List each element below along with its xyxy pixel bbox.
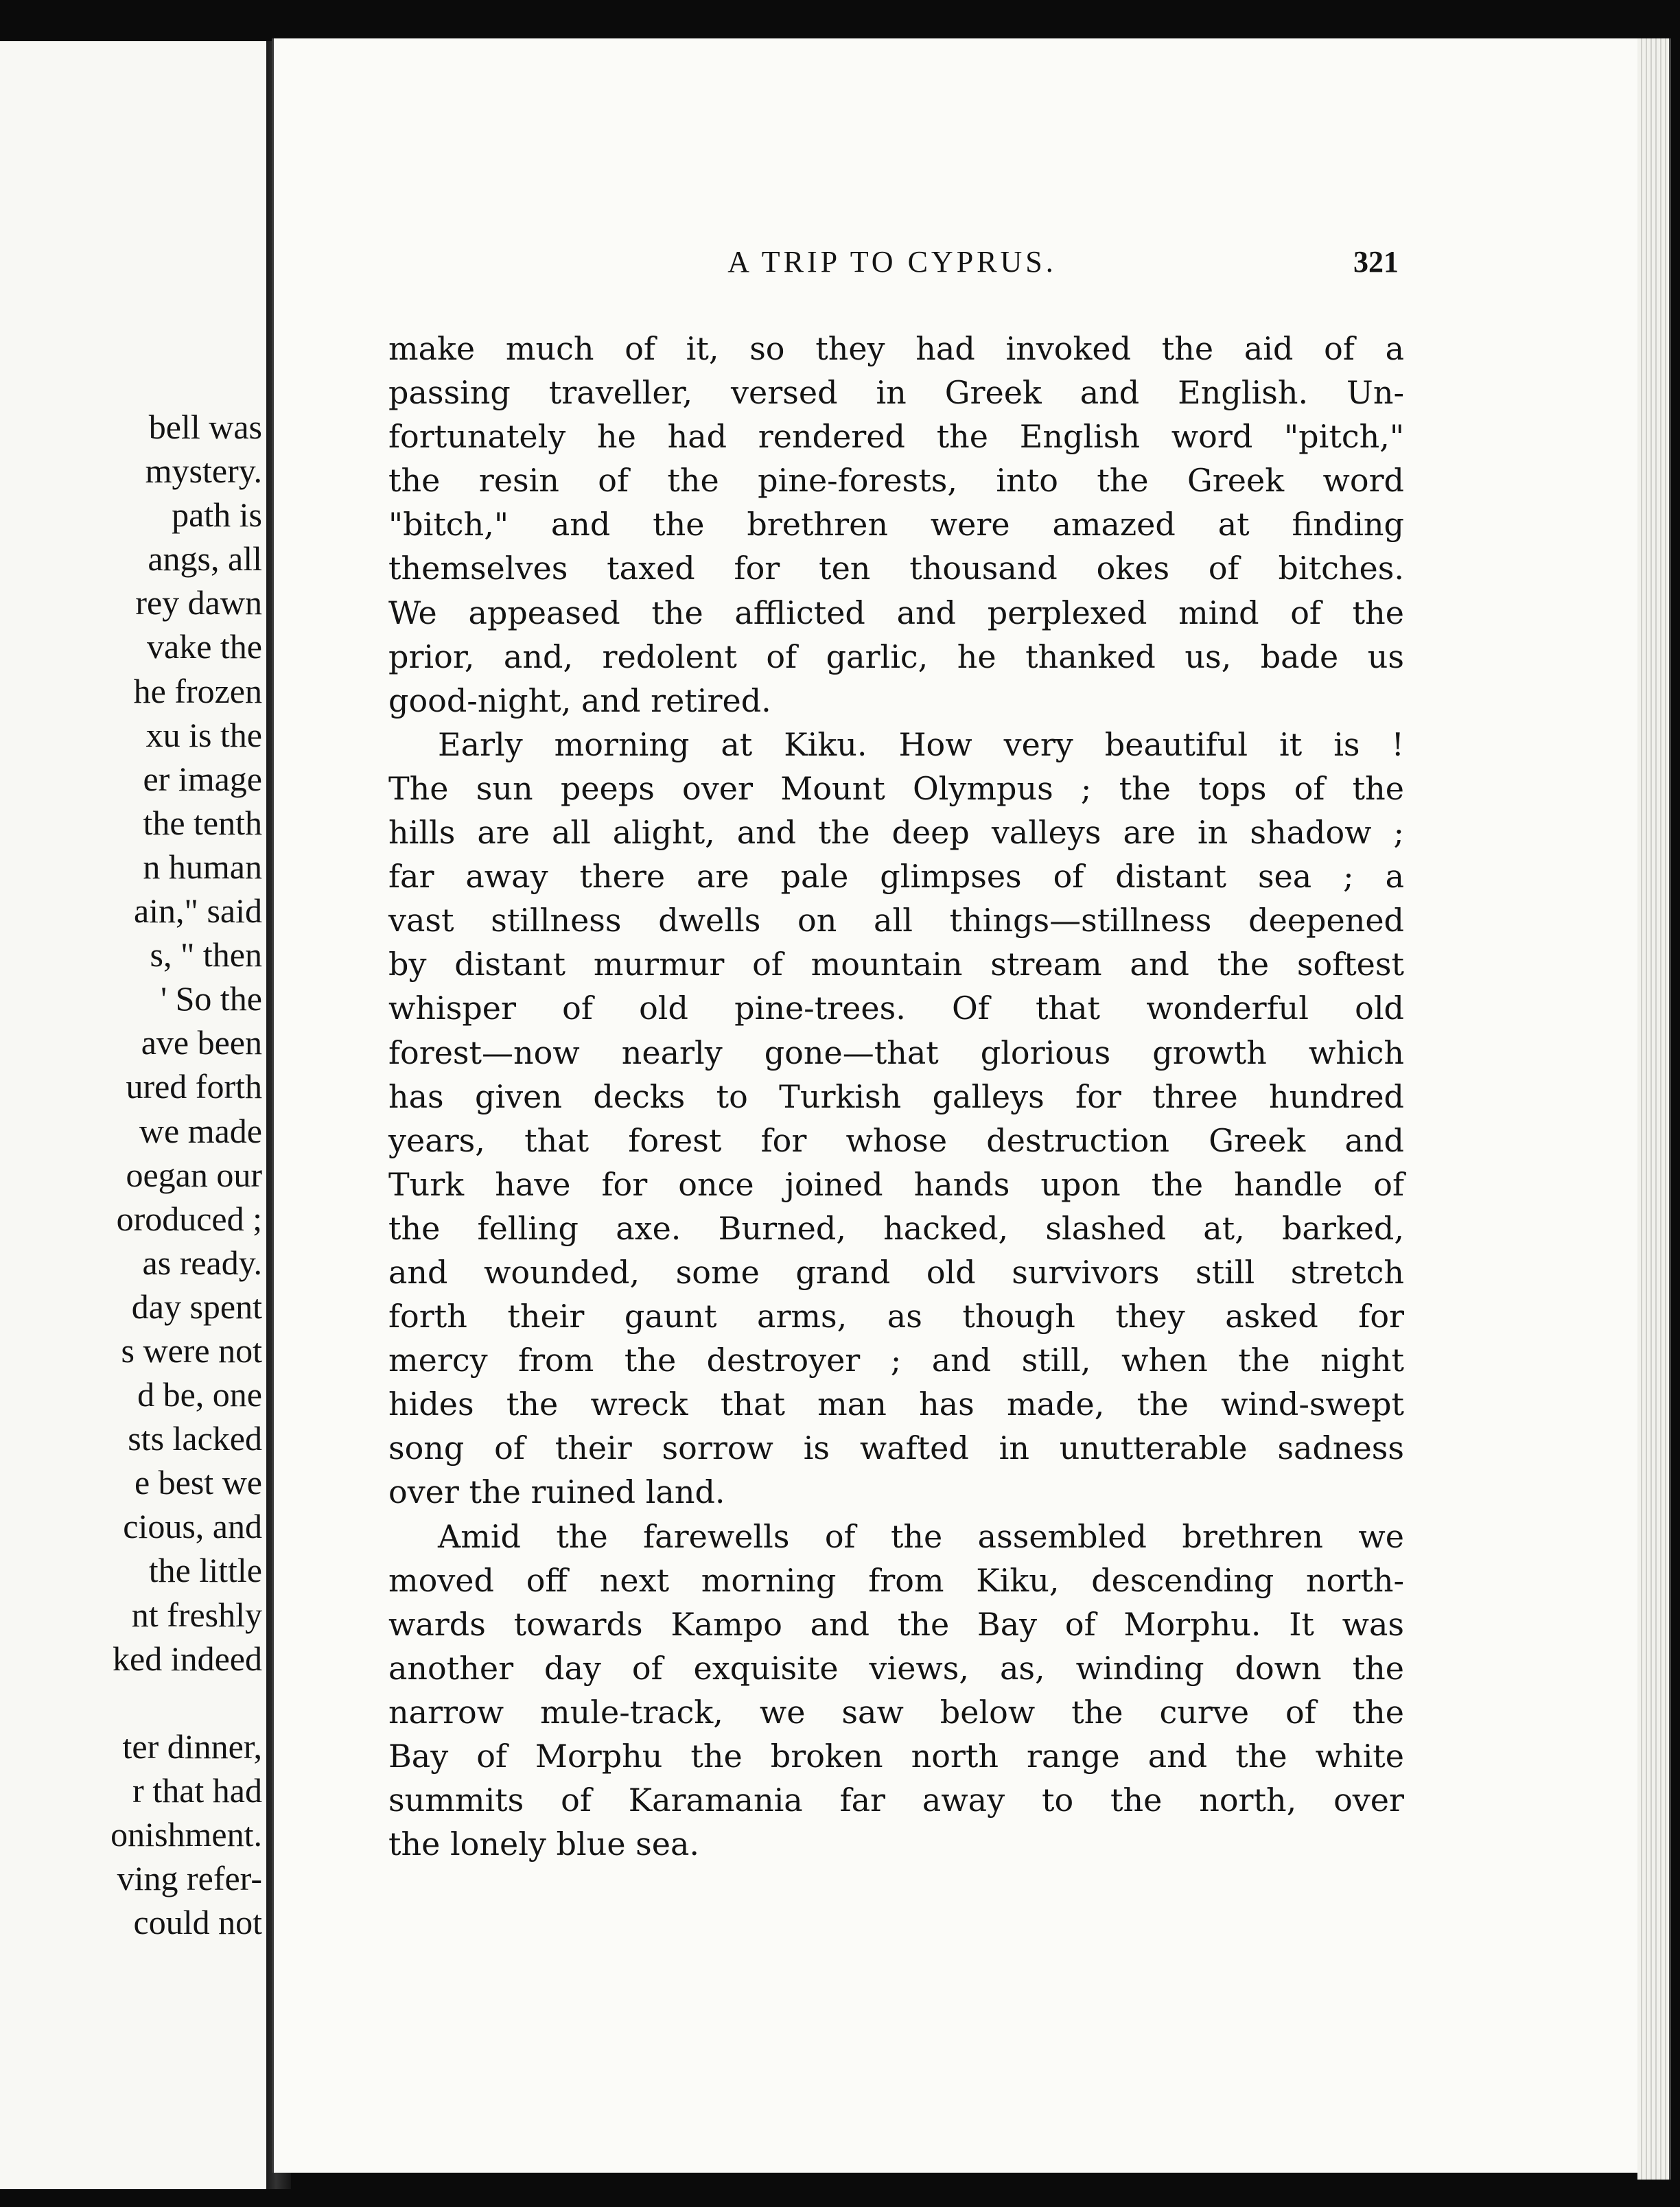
text-line: mercy from the destroyer ; and still, when the night bbox=[388, 1342, 1404, 1379]
paragraph-start-line: Early morning at Kiku. How very beautiful it is ! bbox=[438, 725, 1404, 763]
facing-page-line: ter dinner, bbox=[122, 1727, 262, 1766]
facing-page-line: cious, and bbox=[123, 1507, 262, 1546]
facing-page-line: d be, one bbox=[137, 1375, 262, 1414]
text-line: wards towards Kampo and the Bay of Morphu. It was bbox=[388, 1605, 1404, 1643]
facing-page-line: r that had bbox=[132, 1771, 262, 1810]
text-line: far away there are pale glimpses of distant sea ; a bbox=[388, 858, 1404, 896]
facing-page-line: s were not bbox=[121, 1331, 262, 1370]
text-line: Turk have for once joined hands upon the handle of bbox=[388, 1165, 1404, 1203]
facing-page-line: n human bbox=[143, 847, 262, 886]
facing-page-line: could not bbox=[133, 1903, 262, 1942]
text-line: prior, and, redolent of garlic, he thanked us, bade us bbox=[388, 638, 1404, 675]
facing-page-line: the little bbox=[148, 1551, 262, 1590]
paragraph-start-line: Amid the farewells of the assembled brethren we bbox=[438, 1517, 1404, 1555]
text-line: and wounded, some grand old survivors still stretch bbox=[388, 1253, 1404, 1291]
facing-page-line: ving refer- bbox=[117, 1859, 262, 1898]
text-line: vast stillness dwells on all things—stillness deepened bbox=[388, 902, 1404, 939]
facing-page-line: sts lacked bbox=[128, 1419, 262, 1458]
page-number: 321 bbox=[1353, 245, 1399, 279]
facing-page-line: the tenth bbox=[143, 803, 262, 842]
text-line: years, that forest for whose destruction Greek and bbox=[388, 1121, 1404, 1159]
text-line: forth their gaunt arms, as though they asked for bbox=[388, 1298, 1404, 1335]
facing-page-line: s, " then bbox=[150, 935, 262, 974]
text-line: Bay of Morphu the broken north range and the white bbox=[388, 1738, 1404, 1775]
text-line: another day of exquisite views, as, winding down the bbox=[388, 1649, 1404, 1687]
text-line: moved off next morning from Kiku, descending north- bbox=[388, 1561, 1404, 1599]
facing-page-line: vake the bbox=[147, 627, 262, 666]
text-line: the resin of the pine-forests, into the Greek word bbox=[388, 462, 1404, 500]
paragraph-end-line: the lonely blue sea. bbox=[388, 1825, 700, 1863]
text-line: hides the wreck that man has made, the wind-swept bbox=[388, 1386, 1404, 1423]
facing-page-line: rey dawn bbox=[135, 583, 262, 622]
facing-page-left bbox=[0, 41, 268, 2189]
blank-line bbox=[1, 1681, 262, 1725]
facing-page-line: path is bbox=[172, 495, 262, 535]
text-line: whisper of old pine-trees. Of that wonderful old bbox=[388, 990, 1404, 1027]
text-line: hills are all alight, and the deep valleys are in shadow ; bbox=[388, 814, 1404, 852]
facing-page-line: ain," said bbox=[133, 891, 262, 931]
facing-page-line: bell was bbox=[148, 408, 262, 446]
text-line: themselves taxed for ten thousand okes of bitches. bbox=[388, 550, 1404, 587]
facing-page-line: ave been bbox=[141, 1023, 262, 1062]
paragraph-end-line: over the ruined land. bbox=[388, 1473, 725, 1511]
facing-page-line: onishment. bbox=[110, 1815, 262, 1854]
facing-page-line: angs, all bbox=[148, 539, 262, 579]
facing-page-line: as ready. bbox=[142, 1243, 262, 1282]
facing-page-line: ' So the bbox=[161, 979, 262, 1018]
text-line: has given decks to Turkish galleys for three hundred bbox=[388, 1077, 1404, 1115]
text-line: song of their sorrow is wafted in unutterable sadness bbox=[388, 1429, 1404, 1467]
facing-page-line: day spent bbox=[131, 1287, 262, 1326]
facing-page-line: ked indeed bbox=[113, 1639, 262, 1678]
facing-page-line: e best we bbox=[134, 1463, 262, 1502]
facing-page-line: ured forth bbox=[126, 1067, 262, 1106]
text-line: "bitch," and the brethren were amazed at finding bbox=[388, 506, 1404, 544]
facing-page-line: he frozen bbox=[133, 671, 262, 710]
facing-page-text bbox=[1, 405, 262, 1944]
text-line: the felling axe. Burned, hacked, slashed at, barked, bbox=[388, 1209, 1404, 1247]
text-line: We appeased the afflicted and perplexed mind of the bbox=[388, 594, 1404, 631]
facing-page-line: nt freshly bbox=[131, 1595, 262, 1634]
text-line: forest—now nearly gone—that glorious growth which bbox=[388, 1034, 1404, 1071]
facing-page-line: mystery. bbox=[145, 452, 262, 491]
body-text bbox=[388, 327, 1404, 1866]
facing-page-line: er image bbox=[143, 759, 262, 798]
text-line: fortunately he had rendered the English word "pitch," bbox=[388, 418, 1404, 456]
text-line: by distant murmur of mountain stream and the softest bbox=[388, 946, 1404, 983]
text-line: narrow mule-track, we saw below the curve of the bbox=[388, 1693, 1404, 1731]
text-line: summits of Karamania far away to the north, over bbox=[388, 1782, 1404, 1819]
text-line: make much of it, so they had invoked the aid of a bbox=[388, 330, 1404, 367]
text-line: The sun peeps over Mount Olympus ; the tops of the bbox=[388, 769, 1404, 807]
paragraph-end-line: good-night, and retired. bbox=[388, 681, 771, 719]
page-edges bbox=[1637, 38, 1671, 2180]
facing-page-line: xu is the bbox=[145, 715, 262, 754]
facing-page-line: oroduced ; bbox=[116, 1199, 262, 1238]
facing-page-line: oegan our bbox=[126, 1155, 262, 1194]
text-line: passing traveller, versed in Greek and English. Un- bbox=[388, 374, 1404, 412]
running-head: A TRIP TO CYPRUS. bbox=[727, 245, 1057, 279]
facing-page-line: we made bbox=[139, 1111, 262, 1150]
